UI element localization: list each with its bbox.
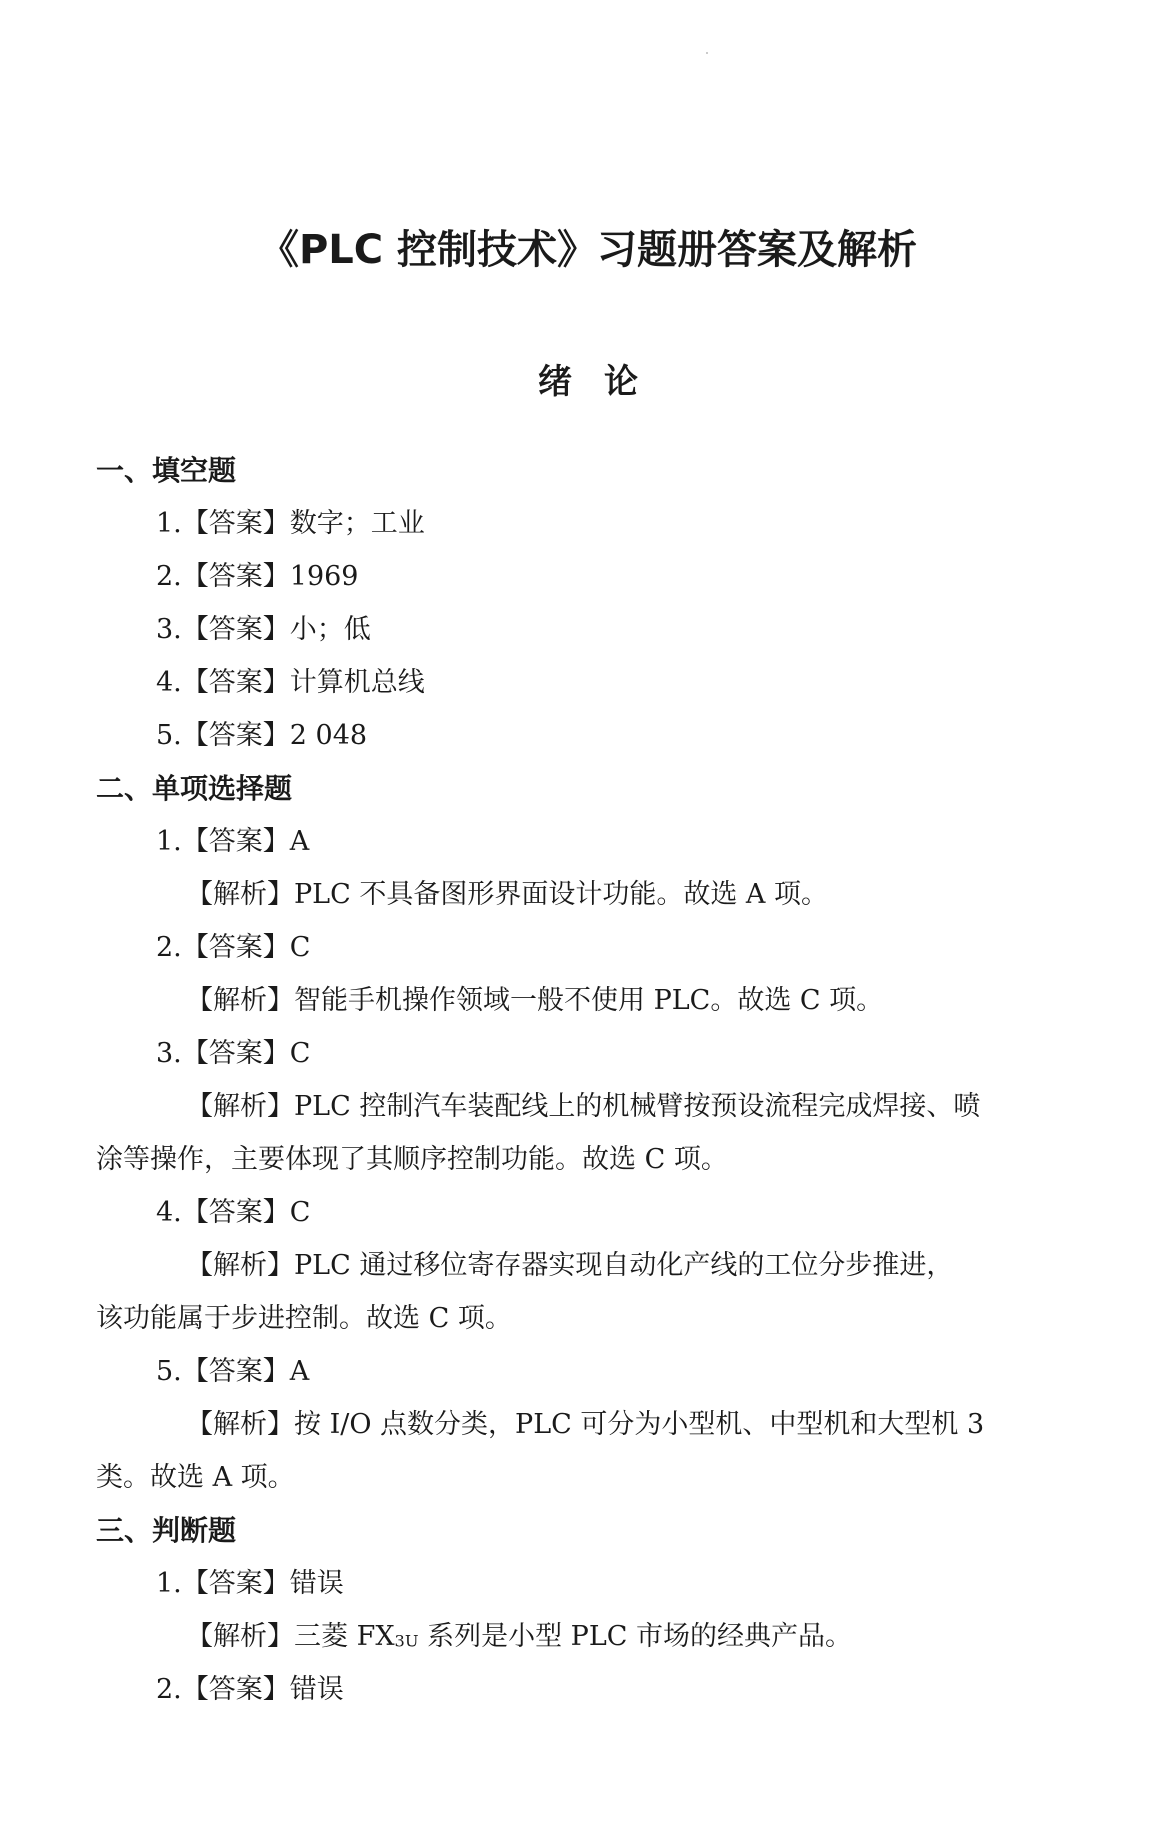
answer-line: 5.【答案】A — [156, 1356, 310, 1387]
explanation-line: 【解析】PLC 控制汽车装配线上的机械臂按预设流程完成焊接、喷 — [186, 1091, 981, 1122]
explanation-line: 【解析】按 I/O 点数分类，PLC 可分为小型机、中型机和大型机 3 — [186, 1409, 985, 1440]
answer-line: 3.【答案】小；低 — [156, 614, 371, 645]
explanation-line: 【解析】智能手机操作领域一般不使用 PLC。故选 C 项。 — [186, 985, 884, 1016]
answer-line: 2.【答案】1969 — [156, 561, 359, 592]
explanation-line: 【解析】PLC 通过移位寄存器实现自动化产线的工位分步推进， — [186, 1250, 954, 1281]
answer-line: 3.【答案】C — [156, 1038, 311, 1069]
explanation-continuation: 类。故选 A 项。 — [96, 1462, 295, 1493]
explanation-continuation: 该功能属于步进控制。故选 C 项。 — [96, 1303, 512, 1334]
section-heading: 一、填空题 — [96, 454, 237, 487]
answer-line: 1.【答案】错误 — [156, 1568, 344, 1599]
answer-line: 1.【答案】数字；工业 — [156, 508, 425, 539]
explanation-continuation: 涂等操作，主要体现了其顺序控制功能。故选 C 项。 — [96, 1144, 728, 1175]
document-title: 《PLC 控制技术》习题册答案及解析 — [258, 227, 918, 273]
section-heading: 二、单项选择题 — [96, 772, 293, 805]
answer-line: 4.【答案】计算机总线 — [156, 667, 425, 698]
answer-line: 2.【答案】C — [156, 932, 311, 963]
explanation-prefix: 【解析】三菱 FX — [186, 1621, 395, 1652]
answer-line: 1.【答案】A — [156, 826, 310, 857]
answer-line: 2.【答案】错误 — [156, 1674, 344, 1705]
scan-speck — [706, 52, 708, 54]
answer-line: 5.【答案】2 048 — [156, 720, 368, 751]
chapter-title: 绪论 — [538, 362, 670, 402]
answer-content — [96, 444, 1086, 1716]
explanation-suffix: 系列是小型 PLC 市场的经典产品。 — [418, 1621, 853, 1652]
explanation-line: 【解析】PLC 不具备图形界面设计功能。故选 A 项。 — [186, 879, 829, 910]
model-subscript: 3U — [394, 1631, 419, 1651]
answer-line: 4.【答案】C — [156, 1197, 311, 1228]
explanation-line — [96, 1610, 1086, 1663]
section-heading: 三、判断题 — [96, 1514, 237, 1547]
